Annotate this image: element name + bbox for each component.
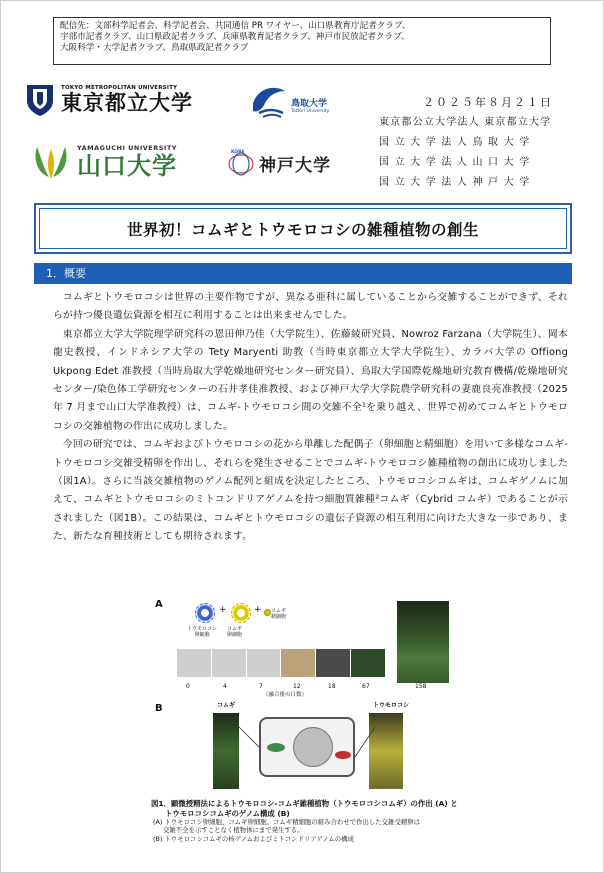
page-title: 世界初！コムギとトウモロコシの雑種植物の創生 [39, 208, 567, 249]
body-paragraph: コムギとトウモロコシは世界の主要作物ですが、異なる亜科に属していることから交雑することができず、それらが持つ優良遺伝資源を相互に利用することは出来ませんでした。 [53, 292, 568, 322]
tmu-logo-ja: 東京都立大学 [61, 91, 193, 115]
figure-panel-b-label: B [155, 703, 163, 714]
kobe-mark-text: KOBE [231, 149, 245, 155]
yamaguchi-logo-ja: 山口大学 [77, 152, 177, 180]
maize-egg-label: トウモロコシ 卵細胞 [187, 626, 218, 638]
section-heading: 1．概要 [34, 263, 572, 284]
tmu-logo [25, 83, 193, 117]
day-tick: 0 [186, 683, 190, 690]
figure-1 [151, 599, 451, 789]
issuer-block [379, 93, 555, 193]
wheat-label: コムギ [217, 702, 236, 709]
microscopy-panel [281, 649, 315, 677]
days-caption: （融合後の日数） [263, 692, 308, 698]
caption-title: 図1．顕微授精法によるトウモロコシ-コムギ雑種植物（トウモロコシコムギ）の作出 (A) と [151, 799, 458, 808]
tmu-shield-icon [25, 83, 55, 117]
institution-line: 国 立 大 学 法 人 鳥 取 大 学 [379, 137, 531, 148]
caption-line: 交雑不全を示すことなく植物体にまで発生する。 [163, 826, 304, 835]
kobe-logo-ja: 神戸大学 [259, 156, 331, 176]
yamaguchi-leaf-icon [31, 143, 71, 181]
plus-sign: + [219, 605, 227, 615]
tottori-bird-icon [249, 83, 289, 119]
microscopy-panel [177, 649, 211, 677]
day-tick: 12 [293, 683, 301, 690]
microscopy-panel [212, 649, 246, 677]
distribution-line: 配信先：文部科学記者会、科学記者会、共同通信 PR ワイヤー、山口県教育庁記者クラブ、 [60, 21, 411, 31]
yamaguchi-logo-en: YAMAGUCHI UNIVERSITY [77, 144, 177, 152]
tottori-logo-ja: 鳥取大学 [291, 99, 328, 109]
day-tick: 7 [259, 683, 263, 690]
kobe-mark-icon [227, 149, 255, 176]
maize-label: トウモロコシ [373, 702, 410, 709]
figure-caption [151, 799, 531, 843]
summary-body [53, 289, 568, 547]
genome-arrows [237, 717, 377, 777]
title-frame [34, 203, 572, 254]
tottori-logo [249, 83, 329, 119]
distribution-line: 大阪科学・大学記者クラブ、鳥取県政記者クラブ [60, 43, 249, 54]
institution-line: 国 立 大 学 法 人 山 口 大 学 [379, 157, 531, 168]
microscopy-panel [351, 649, 385, 677]
day-tick: 67 [362, 683, 370, 690]
institution-line: 国 立 大 学 法 人 神 戸 大 学 [379, 177, 531, 188]
microscopy-panel [247, 649, 281, 677]
caption-line: (B) トウモロコシコムギの核ゲノムおよびミトコンドリアゲノムの構成 [153, 834, 354, 843]
wheat-egg-cell-icon [231, 603, 251, 623]
institution-line: 東京都公立大学法人 東京都立大学 [379, 117, 552, 128]
body-paragraph: 今回の研究では、コムギおよびトウモロコシの花から単離した配偶子（卵細胞と精細胞）を用いて多様なコムギ-トウモロコシ交雑受精卵を作出し、それらを発生させることでコムギ-トウモロコシ雑種植物の創出に成功しました（図1A）。さらに当該交雑植物のゲノム配列と組成を決定したところ、トウモロコシコムギは、コムギゲノムに加えて、コムギとトウモロコシのミトコンドリアゲノムを持つ細胞質雑種²コムギ（Cybrid コムギ）であることが示されました（図1B）。この結果は、コムギとトウモロコシの遺伝子資源の相互利用に向けた大きな一歩であり、また、新たな育種技術としても期待されます。 [53, 439, 568, 543]
caption-title: トウモロコシコムギのゲノム構成 (B) [165, 808, 290, 818]
day-tick: 158 [415, 683, 427, 690]
wheat-sperm-label: コムギ 精細胞 [271, 608, 287, 620]
day-tick: 18 [328, 683, 336, 690]
kobe-logo [227, 151, 331, 176]
plant-158-photo [397, 601, 449, 683]
development-strip [177, 649, 385, 677]
microscopy-panel [316, 649, 350, 677]
wheat-sperm-cell-icon [264, 609, 271, 616]
distribution-line: 宇部市記者クラブ、山口県政記者クラブ、兵庫県教育記者クラブ、神戸市民放記者クラブ、 [60, 32, 410, 43]
plus-sign: + [254, 605, 262, 615]
tmu-logo-en: TOKYO METROPOLITAN UNIVERSITY [61, 85, 178, 91]
release-date: ２０２５年８月２１日 [423, 96, 553, 109]
yamaguchi-logo [31, 143, 177, 181]
wheat-egg-label: コムギ 卵細胞 [227, 626, 243, 638]
day-tick: 4 [223, 683, 227, 690]
distribution-box [53, 17, 551, 65]
figure-panel-a-label: A [155, 599, 163, 610]
body-paragraph: 東京都立大学大学院理学研究科の恩田伸乃佳（大学院生）、佐藤綾研究員、Nowroz Farzana（大学院生）、岡本龍史教授、インドネシア大学の Tety Maryenti 助教（当時東京都立大学大学院生）、カラバ大学の Offiong Ukpong Edet 准教授（当時鳥取大学乾燥地研究センター研究員）、鳥取大学国際乾燥地研究教育機構/乾燥地研究センター/染色体工学研究センターの石井孝佳准教授、および神戸大学大学院農学研究科の妻鹿良亮准教授（2025 年 7 月まで山口大学准教授）は、コムギ-トウモロコシ間の交雑不全¹を乗り越え、世界で初めてコムギとトウモロコシの交雑植物の作出に成功しました。 [53, 328, 568, 432]
wheat-photo [213, 713, 239, 789]
maize-egg-cell-icon [195, 603, 215, 623]
tottori-logo-en: Tottori University [291, 109, 330, 114]
caption-line: (A) トウモロコシ卵細胞、コムギ卵細胞、コムギ精細胞の組み合わせで作出した交雑受精卵は [153, 818, 421, 826]
